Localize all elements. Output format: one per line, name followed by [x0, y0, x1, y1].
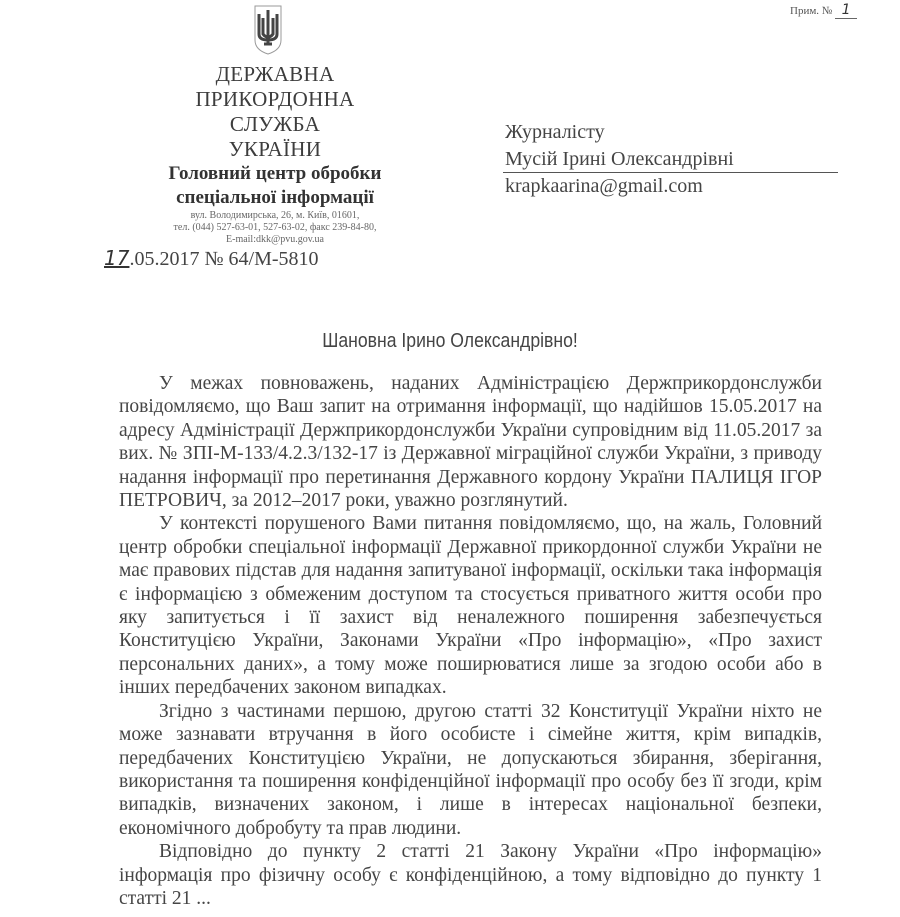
outgoing-number: [104, 246, 319, 271]
paragraph: Згідно з частинами першою, другою статті 32 Конституції України ніхто не може зазнавати втручання в його особисте і сімейне життя, крім випадків, передбачених Конституцією України, не допускаються збирання, зберігання, використання та поширення конфіденційної інформації про особу без її згоди, крім випадків, визначених законом, і лише в інтересах національної безпеки, економічного добробуту та прав людини.: [119, 700, 822, 839]
copy-number-stamp: [790, 2, 857, 19]
org-email: E-mail:dkk@pvu.gov.ua: [226, 234, 324, 245]
paragraph: У межах повноважень, наданих Адміністрацією Держприкордонслужби повідомляємо, що Ваш запит на отримання інформації, що надійшов 15.05.2017 на адресу Адміністрації Держприкордонслужби України супровідним від 11.05.2017 за вих. № ЗПІ-М-133/4.2.3/132-17 із Державної міграційної служби України, з приводу надання інформації про перетинання Державного кордону України ПАЛИЦЯ ІГОР ПЕТРОВИЧ, за 2012–2017 роки, уважно розглянутий.: [119, 373, 822, 512]
trident-coat-of-arms-icon: [253, 4, 283, 56]
outgoing-date-number: .05.2017 № 64/М-5810: [129, 248, 319, 270]
division-line-1: Головний центр обробки: [168, 163, 382, 184]
org-address: вул. Володимирська, 26, м. Київ, 01601,: [190, 210, 360, 221]
outgoing-day: 17: [104, 246, 130, 270]
org-line-2: ПРИКОРДОННА СЛУЖБА: [195, 87, 355, 136]
addressee-email: krapkaarina@gmail.com: [505, 175, 703, 197]
org-line-1: ДЕРЖАВНА: [215, 62, 335, 86]
addressee-name: Мусій Ірині Олександрівні: [505, 148, 734, 170]
division-line-2: спеціальної інформації: [176, 187, 374, 208]
organization-header: [150, 62, 400, 246]
addressee-underline: [503, 172, 838, 173]
copy-number-label: Прим. №: [790, 5, 833, 17]
paragraph: Відповідно до пункту 2 статті 21 Закону України «Про інформацію» інформація про фізичну особу є конфіденційною, а тому відповідно до пункту 1 статті 21 ...: [119, 841, 822, 909]
org-line-3: УКРАЇНИ: [228, 137, 322, 161]
copy-number-value: 1: [835, 2, 857, 19]
addressee-block: [505, 119, 734, 200]
salutation: Шановна Ірино Олександрівно!: [322, 330, 578, 352]
addressee-role: Журналісту: [505, 121, 605, 143]
letter-body: [119, 372, 822, 910]
paragraph: У контексті порушеного Вами питання повідомляємо, що, на жаль, Головний центр обробки спеціальної інформації Державної прикордонної служби України не має правових підстав для надання запитуваної інформації, оскільки така інформація є інформацією з обмеженим доступом та стосується приватного життя особи про яку запитується і її захист від неналежного поширення забезпечується Конституцією України, Законами України «Про інформацію», «Про захист персональних даних», а тому може поширюватися лише за згодою особи або в інших передбачених законом випадках.: [119, 513, 822, 699]
org-phones: тел. (044) 527-63-01, 527-63-02, факс 239-84-80,: [173, 222, 377, 233]
